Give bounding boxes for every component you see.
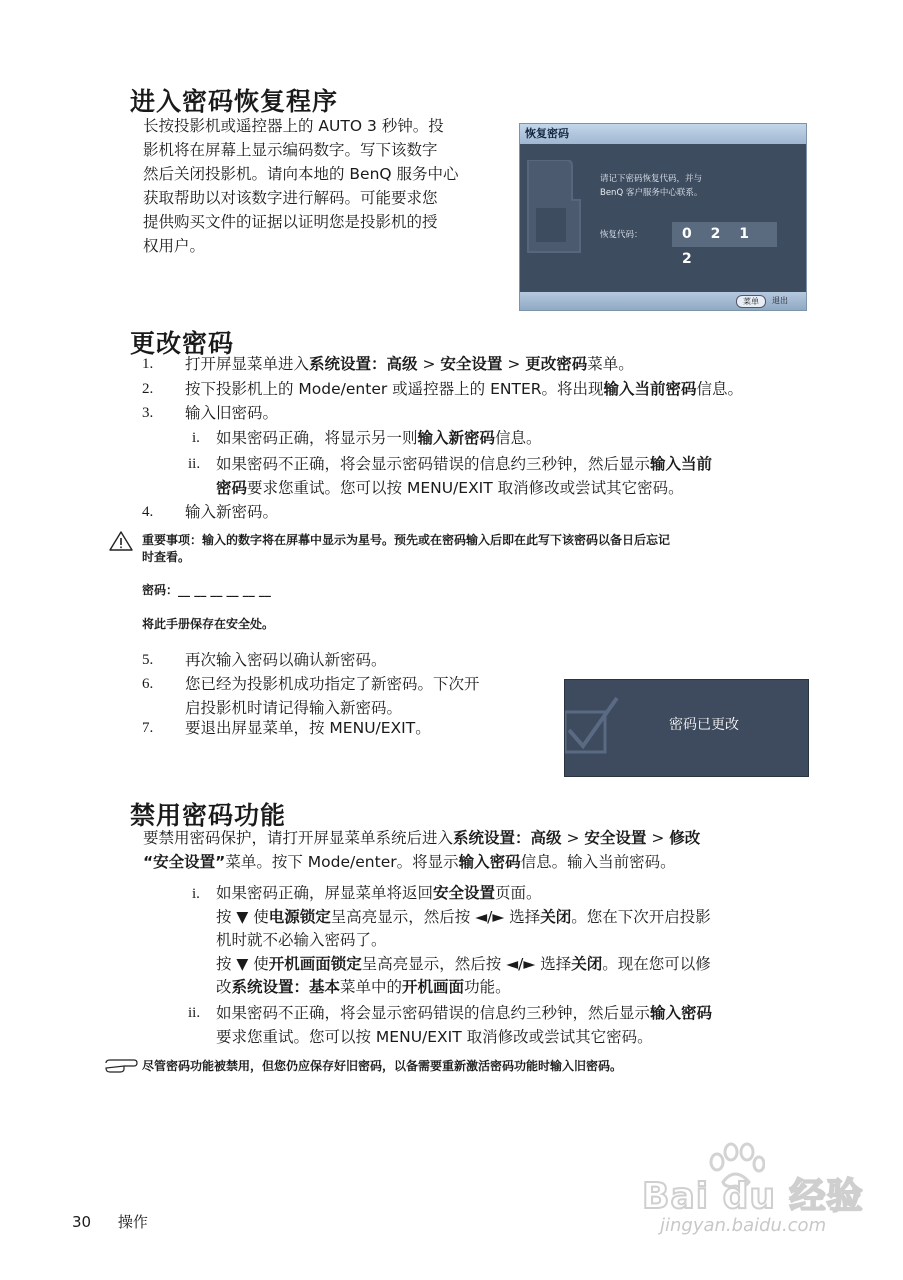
text-run: > [646, 829, 670, 847]
substep-number: i. [192, 430, 200, 446]
password-changed-osd [564, 679, 809, 777]
text-run: 呈高亮显示，然后按 ◄/► 选择 [361, 954, 572, 973]
section-title-disable-password: 禁用密码功能 [130, 801, 287, 830]
menu-path-bold: 系统设置：基本 [231, 978, 341, 996]
menu-path-bold: 系统设置：高级 [309, 355, 418, 373]
step-6-line: 您已经为投影机成功指定了新密码。下次开 [185, 675, 480, 693]
save-manual-note: 将此手册保存在安全处。 [142, 617, 275, 631]
message-bold: 输入新密码 [417, 429, 496, 447]
menu-path-bold: 系统设置：高级 [453, 829, 562, 847]
step-number: 3. [142, 405, 154, 421]
text-run: 。现在您可以修 [602, 954, 711, 973]
text-run: 菜单。 [587, 355, 634, 373]
step-number: 7. [142, 720, 154, 736]
footer-section: 操作 [117, 1213, 148, 1231]
step-3-text: 输入旧密码。 [185, 404, 279, 422]
substep-number: i. [192, 886, 200, 902]
recovery-osd-screenshot [519, 123, 807, 311]
osd-message-line: 请记下密码恢复代码，并与 [600, 174, 703, 184]
section-title-recovery: 进入密码恢复程序 [130, 87, 339, 116]
text-run: > [561, 829, 585, 847]
step-5-text: 再次输入密码以确认新密码。 [185, 651, 387, 669]
text-run: 机时就不必输入密码了。 [216, 931, 387, 949]
disable-intro [143, 826, 823, 874]
text-run: 信息。 [696, 380, 744, 398]
password-label: 密码： [142, 583, 179, 597]
message-bold: 输入密码 [458, 853, 521, 871]
step-number: 5. [142, 652, 154, 668]
text-run: 按 ▼ 使 [216, 954, 269, 973]
text-run: 。您在下次开启投影 [571, 907, 711, 926]
menu-path-bold: 安全设置 [433, 884, 496, 902]
osd-footer [520, 292, 806, 310]
text-run: 功能。 [464, 978, 511, 996]
text-run: 如果密码不正确，将会显示密码错误的信息约三秒钟，然后显示 [216, 455, 651, 473]
menu-path-bold: 关闭 [540, 907, 572, 926]
text-run: 要求您重试。您可以按 MENU/EXIT 取消修改或尝试其它密码。 [216, 1028, 653, 1046]
warning-line: 重要事项：输入的数字将在屏幕中显示为星号。预先或在密码输入后即在此写下该密码以备日后忘记 [142, 533, 671, 547]
osd-code-label: 恢复代码： [600, 230, 643, 240]
warning-line: 时查看。 [142, 550, 191, 564]
section-title-change-password: 更改密码 [130, 329, 235, 358]
recovery-line: 然后关闭投影机。请向本地的 BenQ 服务中心 [143, 165, 459, 183]
osd-title-bar: 恢复密码 [520, 124, 806, 144]
text-run: > [417, 355, 441, 373]
message-bold: 输入密码 [650, 1004, 713, 1022]
checkbox-icon [565, 694, 621, 760]
step-number: 4. [142, 504, 154, 520]
page-number: 30 [72, 1213, 92, 1231]
menu-path-bold: 电源锁定 [268, 907, 331, 926]
menu-path-bold: 关闭 [571, 954, 603, 973]
osd-message [600, 172, 702, 200]
text-run: 按 ▼ 使 [216, 907, 269, 926]
text-run: 如果密码正确，将显示另一则 [216, 429, 418, 447]
disable-substep-i [216, 882, 816, 1000]
osd-menu-button[interactable]: 菜单 [736, 295, 766, 308]
step-2-text [185, 377, 743, 401]
substep-i-text [216, 426, 542, 450]
text-run: 要求您重试。您可以按 MENU/EXIT 取消修改或尝试其它密码。 [247, 479, 684, 497]
important-note [142, 532, 822, 566]
menu-path-bold: 安全设置 [440, 355, 503, 373]
step-6-line: 启投影机时请记得输入新密码。 [185, 699, 403, 717]
watermark-url: jingyan.baidu.com [660, 1215, 827, 1236]
text-run: 菜单。按下 Mode/enter。将显示 [225, 853, 459, 871]
text-run: 如果密码不正确，将会显示密码错误的信息约三秒钟，然后显示 [216, 1004, 651, 1022]
menu-path-bold: 修改 [669, 829, 701, 847]
text-run: 呈高亮显示，然后按 ◄/► 选择 [330, 907, 541, 926]
text-run: 菜单中的 [340, 978, 403, 996]
menu-path-bold: 更改密码 [525, 355, 588, 373]
substep-number: ii. [188, 456, 201, 472]
watermark-brand: Bai du 经验 [642, 1176, 864, 1217]
recovery-code-value: 0 2 1 2 [672, 222, 777, 247]
text-run: 如果密码正确，屏显菜单将返回 [216, 884, 434, 902]
message-bold: 输入当前密码 [603, 380, 697, 398]
menu-path-bold: “安全设置” [143, 853, 226, 871]
substep-number: ii. [188, 1005, 201, 1021]
text-run: 要禁用密码保护，请打开屏显菜单系统后进入 [143, 829, 454, 847]
recovery-line: 长按投影机或遥控器上的 AUTO 3 秒钟。投 [143, 117, 444, 135]
text-run: 改 [216, 978, 232, 996]
disable-note: 尽管密码功能被禁用，但您仍应保存好旧密码，以备需要重新激活密码功能时输入旧密码。 [142, 1059, 623, 1073]
text-run: 信息。 [495, 429, 542, 447]
recovery-line: 获取帮助以对该数字进行解码。可能要求您 [143, 189, 438, 207]
osd-changed-message: 密码已更改 [669, 717, 739, 733]
text-run: 信息。输入当前密码。 [520, 853, 676, 871]
osd-exit-label: 退出 [772, 296, 788, 305]
password-blank: __ __ __ __ __ __ [178, 583, 271, 597]
step-number: 1. [142, 356, 154, 372]
step-number: 2. [142, 381, 154, 397]
menu-path-bold: 安全设置 [584, 829, 647, 847]
recovery-paragraph [143, 114, 513, 258]
step-4-text: 输入新密码。 [185, 503, 279, 521]
text-run: 打开屏显菜单进入 [185, 355, 310, 373]
recovery-line: 权用户。 [143, 237, 206, 255]
menu-path-bold: 开机画面锁定 [268, 954, 362, 973]
disable-substep-ii [216, 1001, 816, 1049]
osd-message-line: BenQ 客户服务中心联系。 [600, 188, 703, 198]
text-run: > [502, 355, 526, 373]
pointing-hand-icon [104, 1057, 138, 1075]
step-6-text [185, 672, 480, 720]
text-run: 按下投影机上的 Mode/enter 或遥控器上的 ENTER。将出现 [185, 380, 604, 398]
password-write-field [142, 582, 271, 599]
menu-path-bold: 开机画面 [402, 978, 465, 996]
message-bold: 输入当前 [650, 455, 713, 473]
lock-icon [520, 160, 590, 270]
message-bold: 密码 [216, 479, 248, 497]
step-7-text: 要退出屏显菜单，按 MENU/EXIT。 [185, 719, 431, 737]
page-footer [72, 1211, 148, 1232]
substep-ii-text [216, 452, 816, 500]
recovery-line: 影机将在屏幕上显示编码数字。写下该数字 [143, 141, 438, 159]
step-1-text [185, 352, 634, 376]
step-number: 6. [142, 676, 154, 692]
recovery-line: 提供购买文件的证据以证明您是投影机的授 [143, 213, 438, 231]
warning-icon [108, 530, 134, 552]
text-run: 页面。 [495, 884, 542, 902]
